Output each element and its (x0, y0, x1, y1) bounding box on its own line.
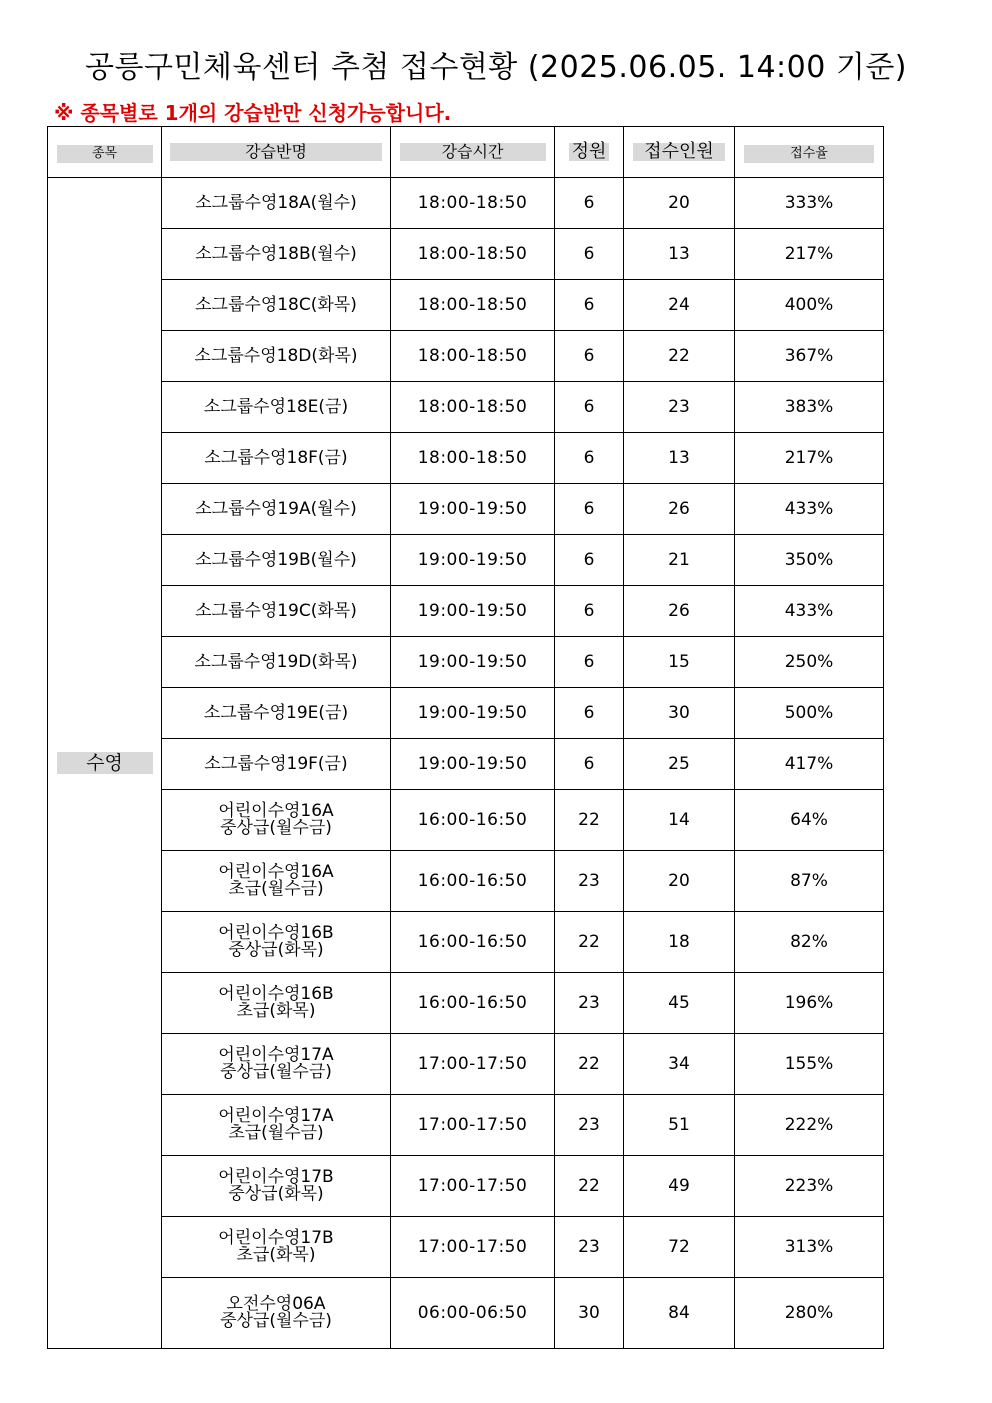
table-row (48, 178, 884, 229)
applicants-cell: 26 (624, 586, 735, 637)
time-cell: 06:00-06:50 (391, 1278, 555, 1349)
rate-cell: 82% (735, 912, 884, 973)
class-name: 어린이수영16A (218, 862, 334, 882)
class-name-cell: 소그룹수영18A(월수) (162, 178, 391, 229)
class-level: 초급(월수금) (228, 879, 324, 899)
time-cell: 16:00-16:50 (391, 851, 555, 912)
header-time: 강습시간 (391, 127, 555, 178)
rate-cell: 155% (735, 1034, 884, 1095)
applicants-cell: 13 (624, 433, 735, 484)
applicants-cell: 15 (624, 637, 735, 688)
class-name-cell: 소그룹수영18C(화목) (162, 280, 391, 331)
table-row (48, 535, 884, 586)
time-cell: 17:00-17:50 (391, 1156, 555, 1217)
table-row (48, 229, 884, 280)
table-row (48, 280, 884, 331)
registration-table (47, 126, 884, 1349)
time-cell: 17:00-17:50 (391, 1217, 555, 1278)
time-cell: 18:00-18:50 (391, 331, 555, 382)
category-label: 수영 (57, 752, 153, 774)
table-row (48, 331, 884, 382)
class-name-cell: 소그룹수영19A(월수) (162, 484, 391, 535)
class-name-cell: 소그룹수영18E(금) (162, 382, 391, 433)
header-category: 종목 (48, 127, 162, 178)
time-cell: 19:00-19:50 (391, 535, 555, 586)
applicants-cell: 23 (624, 382, 735, 433)
time-cell: 16:00-16:50 (391, 973, 555, 1034)
class-name-cell: 소그룹수영19F(금) (162, 739, 391, 790)
applicants-cell: 45 (624, 973, 735, 1034)
time-cell: 16:00-16:50 (391, 790, 555, 851)
rate-cell: 280% (735, 1278, 884, 1349)
class-name-cell (162, 790, 391, 851)
table-row (48, 739, 884, 790)
capacity-cell: 6 (555, 637, 624, 688)
time-cell: 17:00-17:50 (391, 1095, 555, 1156)
applicants-cell: 20 (624, 851, 735, 912)
applicants-cell: 49 (624, 1156, 735, 1217)
notice-text: ※ 종목별로 1개의 강습반만 신청가능합니다. (54, 101, 452, 125)
rate-cell: 400% (735, 280, 884, 331)
capacity-cell: 6 (555, 280, 624, 331)
applicants-cell: 30 (624, 688, 735, 739)
class-level: 중상급(화목) (228, 940, 324, 960)
capacity-cell: 22 (555, 1156, 624, 1217)
capacity-cell: 6 (555, 484, 624, 535)
class-name: 어린이수영16A (218, 801, 334, 821)
class-name-cell (162, 1278, 391, 1349)
applicants-cell: 25 (624, 739, 735, 790)
capacity-cell: 6 (555, 433, 624, 484)
time-cell: 19:00-19:50 (391, 688, 555, 739)
capacity-cell: 6 (555, 382, 624, 433)
capacity-cell: 23 (555, 851, 624, 912)
table-row (48, 586, 884, 637)
header-rate: 접수율 (735, 127, 884, 178)
capacity-cell: 6 (555, 688, 624, 739)
table-row (48, 912, 884, 973)
table-row (48, 484, 884, 535)
table-row (48, 1095, 884, 1156)
rate-cell: 222% (735, 1095, 884, 1156)
rate-cell: 250% (735, 637, 884, 688)
rate-cell: 417% (735, 739, 884, 790)
time-cell: 18:00-18:50 (391, 280, 555, 331)
time-cell: 18:00-18:50 (391, 382, 555, 433)
class-level: 중상급(월수금) (220, 818, 332, 838)
table-row (48, 382, 884, 433)
table-row (48, 688, 884, 739)
rate-cell: 433% (735, 484, 884, 535)
rate-cell: 87% (735, 851, 884, 912)
applicants-cell: 51 (624, 1095, 735, 1156)
rate-cell: 217% (735, 433, 884, 484)
class-name: 오전수영06A (226, 1294, 326, 1314)
applicants-cell: 14 (624, 790, 735, 851)
rate-cell: 217% (735, 229, 884, 280)
table-row (48, 637, 884, 688)
rate-cell: 350% (735, 535, 884, 586)
class-name-cell (162, 1034, 391, 1095)
class-name: 어린이수영17B (218, 1228, 334, 1248)
capacity-cell: 23 (555, 973, 624, 1034)
time-cell: 18:00-18:50 (391, 178, 555, 229)
time-cell: 19:00-19:50 (391, 739, 555, 790)
capacity-cell: 30 (555, 1278, 624, 1349)
rate-cell: 313% (735, 1217, 884, 1278)
class-level: 중상급(월수금) (220, 1311, 332, 1331)
class-name-cell (162, 973, 391, 1034)
class-name-cell: 소그룹수영19B(월수) (162, 535, 391, 586)
class-name-cell: 소그룹수영18D(화목) (162, 331, 391, 382)
rate-cell: 367% (735, 331, 884, 382)
class-name-cell: 소그룹수영19E(금) (162, 688, 391, 739)
applicants-cell: 84 (624, 1278, 735, 1349)
time-cell: 19:00-19:50 (391, 586, 555, 637)
capacity-cell: 22 (555, 790, 624, 851)
table-row (48, 973, 884, 1034)
table-row (48, 790, 884, 851)
category-cell (48, 178, 162, 1349)
class-level: 초급(화목) (236, 1001, 316, 1021)
capacity-cell: 22 (555, 1034, 624, 1095)
table-row (48, 433, 884, 484)
rate-cell: 64% (735, 790, 884, 851)
time-cell: 16:00-16:50 (391, 912, 555, 973)
applicants-cell: 20 (624, 178, 735, 229)
applicants-cell: 13 (624, 229, 735, 280)
capacity-cell: 6 (555, 178, 624, 229)
capacity-cell: 22 (555, 912, 624, 973)
applicants-cell: 24 (624, 280, 735, 331)
class-name-cell (162, 1217, 391, 1278)
applicants-cell: 22 (624, 331, 735, 382)
class-name-cell (162, 1156, 391, 1217)
class-name-cell (162, 851, 391, 912)
table-row (48, 1034, 884, 1095)
capacity-cell: 23 (555, 1217, 624, 1278)
class-level: 초급(화목) (236, 1245, 316, 1265)
time-cell: 18:00-18:50 (391, 229, 555, 280)
applicants-cell: 21 (624, 535, 735, 586)
rate-cell: 196% (735, 973, 884, 1034)
time-cell: 17:00-17:50 (391, 1034, 555, 1095)
class-name-cell (162, 1095, 391, 1156)
time-cell: 19:00-19:50 (391, 637, 555, 688)
applicants-cell: 26 (624, 484, 735, 535)
capacity-cell: 6 (555, 331, 624, 382)
class-name-cell: 소그룹수영18F(금) (162, 433, 391, 484)
rate-cell: 223% (735, 1156, 884, 1217)
capacity-cell: 6 (555, 586, 624, 637)
capacity-cell: 6 (555, 229, 624, 280)
class-name: 어린이수영16B (218, 923, 334, 943)
class-name-cell: 소그룹수영18B(월수) (162, 229, 391, 280)
page-title: 공릉구민체육센터 추첨 접수현황 (2025.06.05. 14:00 기준) (84, 50, 908, 85)
class-level: 초급(월수금) (228, 1123, 324, 1143)
table-row (48, 1156, 884, 1217)
class-name: 어린이수영17A (218, 1106, 334, 1126)
header-class-name: 강습반명 (162, 127, 391, 178)
table-row (48, 851, 884, 912)
class-level: 중상급(월수금) (220, 1062, 332, 1082)
capacity-cell: 23 (555, 1095, 624, 1156)
class-name-cell: 소그룹수영19D(화목) (162, 637, 391, 688)
rate-cell: 383% (735, 382, 884, 433)
table-row (48, 1278, 884, 1349)
applicants-cell: 18 (624, 912, 735, 973)
time-cell: 19:00-19:50 (391, 484, 555, 535)
rate-cell: 500% (735, 688, 884, 739)
capacity-cell: 6 (555, 739, 624, 790)
class-name: 어린이수영17B (218, 1167, 334, 1187)
table-row (48, 1217, 884, 1278)
table-header-row (48, 127, 884, 178)
class-name: 어린이수영17A (218, 1045, 334, 1065)
rate-cell: 433% (735, 586, 884, 637)
header-applicants: 접수인원 (624, 127, 735, 178)
header-capacity: 정원 (555, 127, 624, 178)
class-level: 중상급(화목) (228, 1184, 324, 1204)
class-name-cell: 소그룹수영19C(화목) (162, 586, 391, 637)
class-name-cell (162, 912, 391, 973)
class-name: 어린이수영16B (218, 984, 334, 1004)
capacity-cell: 6 (555, 535, 624, 586)
rate-cell: 333% (735, 178, 884, 229)
applicants-cell: 72 (624, 1217, 735, 1278)
applicants-cell: 34 (624, 1034, 735, 1095)
time-cell: 18:00-18:50 (391, 433, 555, 484)
